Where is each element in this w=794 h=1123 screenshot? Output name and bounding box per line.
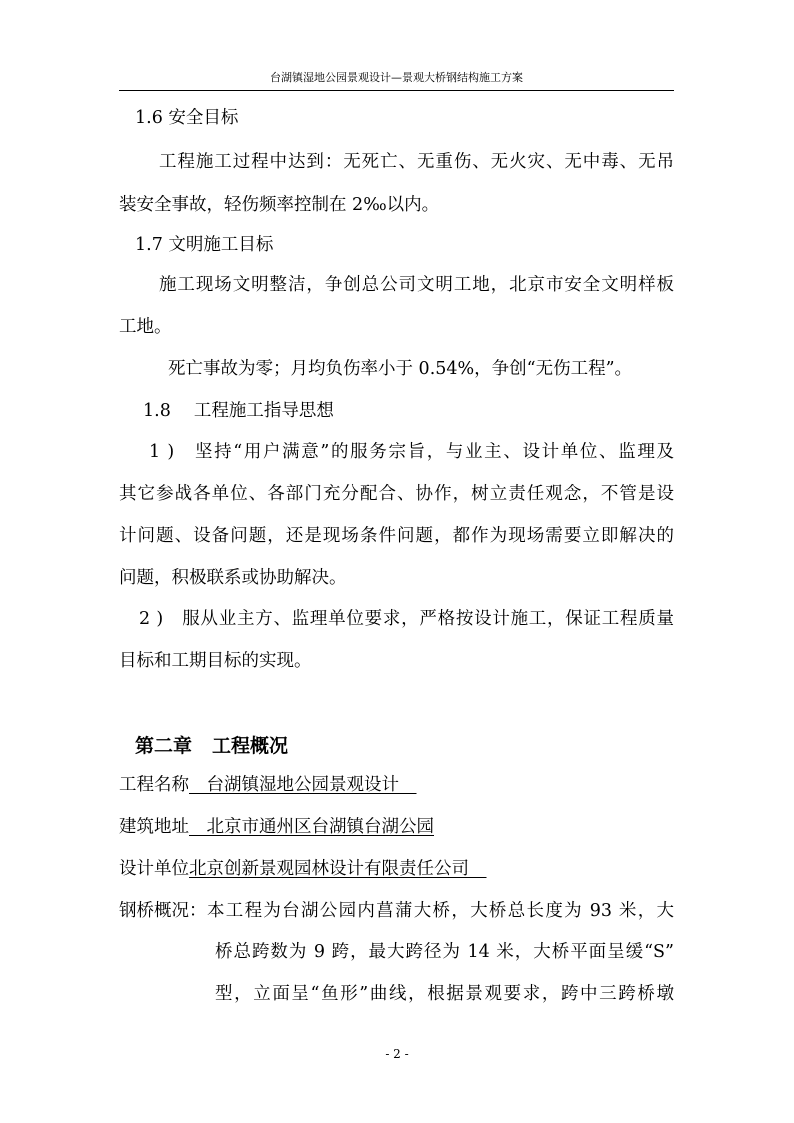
paragraph-line: 工程施工过程中达到：无死亡、无重伤、无火灾、无中毒、无吊 [159,152,674,172]
paragraph-line: 2 ) 服从业主方、监理单位要求，严格按设计施工，保证工程质量 [139,609,674,629]
paragraph-line: 1 ) 坚持“用户满意”的服务宗旨，与业主、设计单位、监理及 [149,442,674,462]
field-value: 台湖镇湿地公园景观设计 [189,775,417,795]
paragraph-line: 其它参战各单位、各部门充分配合、协作，树立责任观念，不管是设 [119,484,674,504]
field-design-unit [119,857,487,881]
paragraph-line: 本工程为台湖公园内菖蒲大桥，大桥总长度为 93 米，大 [207,901,674,921]
field-building-address [119,815,434,839]
page-number: - 2 - [385,1047,409,1061]
field-bridge-overview-label: 钢桥概况： [119,901,207,921]
chapter-heading [135,733,288,759]
chapter-number: 第二章 [135,735,193,757]
paragraph-line: 目标和工期目标的实现。 [119,651,312,671]
paragraph-line: 桥总跨数为 9 跨，最大跨径为 14 米，大桥平面呈缓“S” [215,942,674,962]
field-label: 设计单位 [119,859,189,879]
field-label: 工程名称 [119,775,189,795]
field-label: 建筑地址 [119,817,189,837]
paragraph-line: 装安全事故，轻伤频率控制在 2‰以内。 [119,195,440,215]
chapter-title: 工程概况 [212,735,289,757]
section-heading-1-8: 1.8 工程施工指导思想 [143,401,334,421]
paragraph-line: 工地。 [119,317,172,337]
page-header: 台湖镇湿地公园景观设计—景观大桥钢结构施工方案 [119,70,674,91]
paragraph-line: 问题，积极联系或协助解决。 [119,568,347,588]
paragraph-line: 施工现场文明整洁，争创总公司文明工地，北京市安全文明样板 [159,275,674,295]
field-project-name [119,773,417,797]
paragraph-line: 计问题、设备问题，还是现场条件问题，都作为现场需要立即解决的 [119,526,674,546]
section-heading-1-6: 1.6 安全目标 [135,108,239,128]
section-heading-1-7: 1.7 文明施工目标 [135,235,274,255]
paragraph-line: 型，立面呈“鱼形”曲线，根据景观要求，跨中三跨桥墩 [215,984,674,1004]
field-value: 北京市通州区台湖镇台湖公园 [189,817,434,837]
paragraph-line: 死亡事故为零；月均负伤率小于 0.54%，争创“无伤工程”。 [168,359,633,379]
field-value: 北京创新景观园林设计有限责任公司 [189,859,487,879]
